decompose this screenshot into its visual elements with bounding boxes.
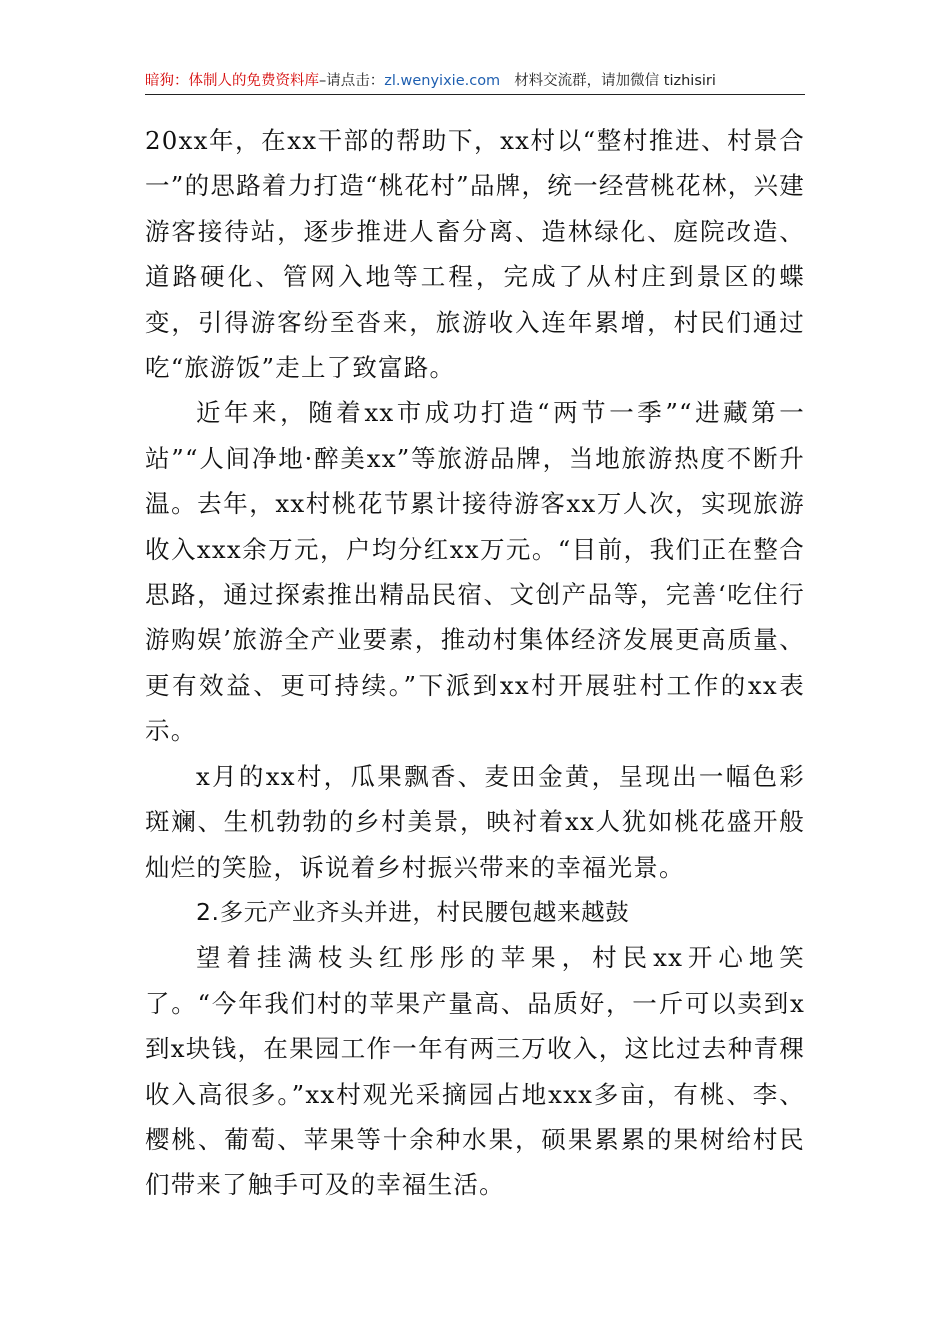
- paragraph-4: 望着挂满枝头红彤彤的苹果，村民xx开心地笑了。“今年我们村的苹果产量高、品质好，一斤可以卖到x到x块钱，在果园工作一年有两三万收入，这比过去种青稞收入高很多。”xx村观光采摘园占地xxx多亩，有桃、李、樱桃、葡萄、苹果等十余种水果，硕果累累的果树给村民们带来了触手可及的幸福生活。: [145, 943, 805, 1200]
- section-heading: 2.多元产业齐头并进，村民腰包越来越鼓: [196, 897, 630, 926]
- paragraph-2: 近年来，随着xx市成功打造“两节一季”“进藏第一站”“人间净地·醉美xx”等旅游品牌，当地旅游热度不断升温。去年，xx村桃花节累计接待游客xx万人次，实现旅游收入xxx余万元，户均分红xx万元。“目前，我们正在整合思路，通过探索推出精品民宿、文创产品等，完善‘吃住行游购娱’旅游全产业要素，推动村集体经济发展更高质量、更有效益、更可持续。”下派到xx村开展驻村工作的xx表示。: [145, 398, 805, 746]
- paragraph-3: x月的xx村，瓜果飘香、麦田金黄，呈现出一幅色彩斑斓、生机勃勃的乡村美景，映衬着xx人犹如桃花盛开般灿烂的笑脸，诉说着乡村振兴带来的幸福光景。: [145, 761, 805, 882]
- header-wechat-note: 材料交流群，请加微信 tizhisiri: [514, 73, 716, 89]
- header-click-prompt: –请点击：: [319, 73, 385, 89]
- header-site-name: 暗狗：体制人的免费资料库: [145, 73, 319, 89]
- paragraph-1: 20xx年，在xx干部的帮助下，xx村以“整村推进、村景合一”的思路着力打造“桃花村”品牌，统一经营桃花林，兴建游客接待站，逐步推进人畜分离、造林绿化、庭院改造、道路硬化、管网入地等工程，完成了从村庄到景区的蝶变，引得游客纷至沓来，旅游收入连年累增，村民们通过吃“旅游饭”走上了致富路。: [145, 126, 805, 383]
- header-link[interactable]: zl.wenyixie.com: [384, 73, 501, 89]
- page-header: [145, 70, 805, 95]
- document-body: [145, 118, 805, 1208]
